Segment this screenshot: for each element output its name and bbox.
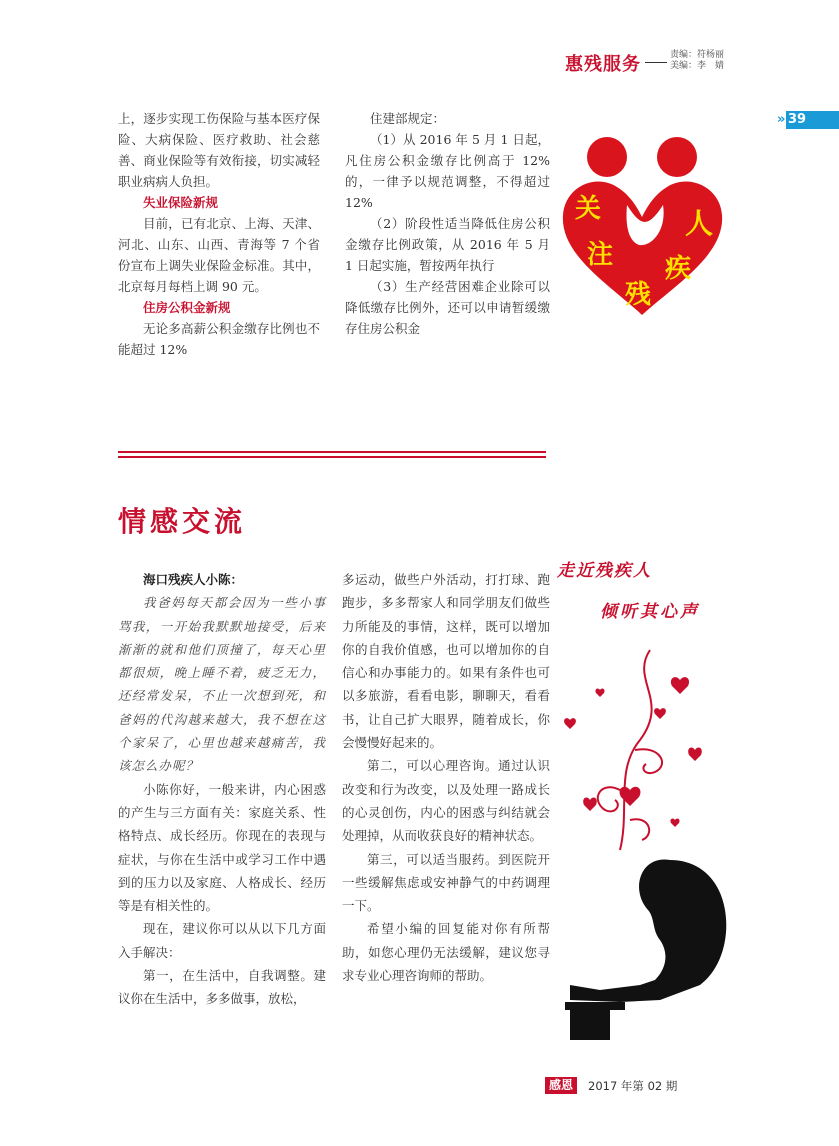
feature-column-1 [118,568,326,1011]
page-number-tab [777,111,839,129]
page-number: 39 [786,111,839,129]
subheading-housing-fund: 住房公积金新规 [143,300,231,315]
paragraph: 上，逐步实现工伤保险与基本医疗保险、大病保险、医疗救助、社会慈善、商业保险等有效衔接，切实减轻职业病病人负担。 [118,111,320,189]
paragraph: 第二，可以心理咨询。通过认识改变和行为改变，以及处理一路成长的心灵创伤，内心的困惑与纠结就会处理掉，从而收获良好的精神状态。 [342,758,550,844]
paragraph: 多运动，做些户外活动，打打球、跑跑步，多多帮家人和同学朋友们做些力所能及的事情，这样，既可以增加你的自我价值感，也可以增加你的自信心和办事能力的。如果有条件也可以多旅游，看看电影，聊聊天，看看书，让自己扩大眼界，随着成长，你会慢慢好起来的。 [342,572,550,751]
magazine-logo: 感恩 [545,1077,577,1094]
logo-char: 注 [587,240,614,270]
feature-title: 情感交流 [118,505,247,538]
paragraph: （2）阶段性适当降低住房公积金缴存比例政策，从 2016 年 5 月 1 日起实施，暂按两年执行 [345,216,550,273]
reader-question: 我爸妈每天都会因为一些小事骂我，一开始我默默地接受，后来渐渐的就和他们顶撞了，每天心里都很烦，晚上睡不着，疲乏无力，还经常发呆，不止一次想到死，和爸妈的代沟越来越大，我不想在这个家呆了，心里也越来越痛苦，我该怎么办呢？ [118,595,326,774]
subheading-unemployment: 失业保险新规 [143,195,219,210]
reader-name: 海口残疾人小陈： [143,572,244,587]
paragraph: （3）生产经营困难企业除可以降低缴存比例外，还可以申请暂缓缴存住房公积金 [345,279,550,336]
swirl-silhouette-illustration [560,640,740,1040]
care-for-disabled-logo [555,135,730,320]
double-arrow-icon: » [777,112,786,127]
issue-label: 2017 年第 02 期 [588,1079,678,1093]
section-title: 惠残服务 [565,54,641,75]
logo-char: 关 [575,194,602,224]
editors-credit [670,50,724,72]
paragraph: （1）从 2016 年 5 月 1 日起，凡住房公积金缴存比例高于 12% 的，一律予以规范调整，不得超过 12% [345,132,550,210]
title-dash [645,62,667,63]
paragraph: 无论多高薪公积金缴存比例也不能超过 12% [118,321,320,357]
paragraph: 小陈你好，一般来讲，内心困惑的产生与三方面有关：家庭关系、性格特点、成长经历。你现在的表现与症状，与你在生活中或学习工作中遇到的压力以及家庭、人格成长、经历等是有相关性的。 [118,781,326,914]
paragraph: 现在，建议你可以从以下几方面入手解决： [118,921,326,960]
paragraph: 第一，在生活中，自我调整。建议你在生活中，多多做事，放松， [118,968,326,1007]
designer-line: 美编：李 婧 [670,61,725,71]
logo-char: 残 [625,280,652,310]
top-article-column-2 [345,108,550,339]
paragraph: 目前，已有北京、上海、天津、河北、山东、山西、青海等 7 个省份宣布上调失业保险金标准。其中，北京每月每档上调 90 元。 [118,216,320,294]
side-slogan-1: 走近残疾人 [557,561,652,581]
feature-column-2 [342,568,550,987]
paragraph: 希望小编的回复能对你有所帮助，如您心理仍无法缓解，建议您寻求专业心理咨询师的帮助。 [342,921,550,984]
editor-line: 责编：符杨丽 [670,50,725,60]
section-divider [118,451,546,461]
side-slogan-2: 倾听其心声 [600,602,700,622]
top-article-column-1 [118,108,320,360]
paragraph: 第三，可以适当服药。到医院开一些缓解焦虑或安神静气的中药调理一下。 [342,851,550,914]
logo-char: 人 [685,207,714,240]
paragraph: 住建部规定： [370,111,446,126]
logo-char: 疾 [665,254,692,284]
